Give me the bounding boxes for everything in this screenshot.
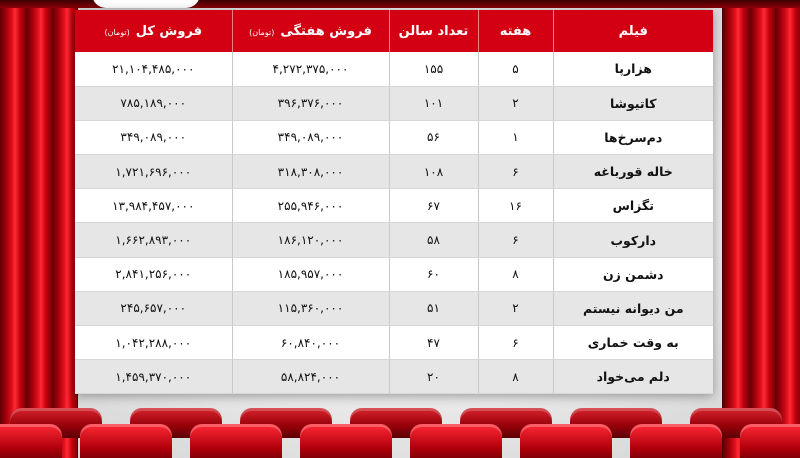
logo-badge: [92, 0, 200, 8]
cell-total-sales: ۳۴۹,۰۸۹,۰۰۰: [75, 120, 232, 154]
left-curtain: [0, 0, 78, 458]
header-total-sales: [75, 10, 232, 52]
seat: [520, 424, 612, 458]
table-row: [75, 326, 713, 360]
cell-halls: ۱۰۸: [389, 155, 478, 189]
header-week: هفته: [478, 10, 553, 52]
cell-halls: ۵۶: [389, 120, 478, 154]
right-curtain: [722, 0, 800, 458]
cell-film: دلم می‌خواد: [553, 360, 713, 394]
table-row: [75, 155, 713, 189]
cell-total-sales: ۱,۷۲۱,۶۹۶,۰۰۰: [75, 155, 232, 189]
header-weekly-sales-unit: (تومان): [249, 27, 275, 37]
seat: [630, 424, 722, 458]
box-office-table-card: [75, 10, 713, 394]
cell-weekly-sales: ۳۹۶,۳۷۶,۰۰۰: [232, 86, 389, 120]
cell-weekly-sales: ۳۴۹,۰۸۹,۰۰۰: [232, 120, 389, 154]
seat: [300, 424, 392, 458]
table-row: [75, 189, 713, 223]
seat: [410, 424, 502, 458]
cell-total-sales: ۷۸۵,۱۸۹,۰۰۰: [75, 86, 232, 120]
cell-halls: ۱۵۵: [389, 52, 478, 86]
cell-week: ۸: [478, 360, 553, 394]
cinema-seats: [0, 400, 800, 458]
cell-film: دشمن زن: [553, 257, 713, 291]
table-row: [75, 360, 713, 394]
cell-week: ۲: [478, 291, 553, 325]
cell-weekly-sales: ۳۱۸,۳۰۸,۰۰۰: [232, 155, 389, 189]
cell-film: کاتیوشا: [553, 86, 713, 120]
cell-total-sales: ۱,۴۵۹,۳۷۰,۰۰۰: [75, 360, 232, 394]
cell-weekly-sales: ۶۰,۸۴۰,۰۰۰: [232, 326, 389, 360]
cell-film: هزارپا: [553, 52, 713, 86]
cell-week: ۸: [478, 257, 553, 291]
table-row: [75, 291, 713, 325]
cell-film: تگزاس: [553, 189, 713, 223]
box-office-table: [75, 10, 713, 394]
cell-total-sales: ۲۱,۱۰۴,۴۸۵,۰۰۰: [75, 52, 232, 86]
cell-halls: ۵۸: [389, 223, 478, 257]
table-row: [75, 52, 713, 86]
table-row: [75, 120, 713, 154]
cell-total-sales: ۲۴۵,۶۵۷,۰۰۰: [75, 291, 232, 325]
header-film: فیلم: [553, 10, 713, 52]
cell-total-sales: ۱۳,۹۸۴,۴۵۷,۰۰۰: [75, 189, 232, 223]
cell-week: ۱: [478, 120, 553, 154]
table-row: [75, 223, 713, 257]
cell-film: دم‌سرخ‌ها: [553, 120, 713, 154]
cell-week: ۶: [478, 326, 553, 360]
seat: [0, 424, 62, 458]
cell-week: ۶: [478, 223, 553, 257]
cell-halls: ۲۰: [389, 360, 478, 394]
cell-film: دارکوب: [553, 223, 713, 257]
seat: [190, 424, 282, 458]
header-weekly-sales: [232, 10, 389, 52]
cell-week: ۲: [478, 86, 553, 120]
header-weekly-sales-label: فروش هفتگی: [280, 23, 372, 39]
seat: [740, 424, 800, 458]
cell-film: من دیوانه نیستم: [553, 291, 713, 325]
seat: [80, 424, 172, 458]
cell-weekly-sales: ۱۱۵,۳۶۰,۰۰۰: [232, 291, 389, 325]
table-header-row: [75, 10, 713, 52]
cell-week: ۶: [478, 155, 553, 189]
table-row: [75, 86, 713, 120]
header-total-sales-label: فروش کل: [135, 23, 202, 39]
cell-halls: ۶۰: [389, 257, 478, 291]
cell-halls: ۶۷: [389, 189, 478, 223]
cell-week: ۱۶: [478, 189, 553, 223]
cell-total-sales: ۲,۸۴۱,۲۵۶,۰۰۰: [75, 257, 232, 291]
cell-weekly-sales: ۴,۲۷۲,۳۷۵,۰۰۰: [232, 52, 389, 86]
cell-week: ۵: [478, 52, 553, 86]
cell-total-sales: ۱,۶۶۲,۸۹۳,۰۰۰: [75, 223, 232, 257]
cell-weekly-sales: ۱۸۵,۹۵۷,۰۰۰: [232, 257, 389, 291]
cell-weekly-sales: ۵۸,۸۲۴,۰۰۰: [232, 360, 389, 394]
cell-halls: ۱۰۱: [389, 86, 478, 120]
table-row: [75, 257, 713, 291]
header-total-sales-unit: (تومان): [104, 27, 130, 37]
header-halls: تعداد سالن: [389, 10, 478, 52]
cell-film: خاله قورباغه: [553, 155, 713, 189]
cell-halls: ۴۷: [389, 326, 478, 360]
cell-total-sales: ۱,۰۴۲,۲۸۸,۰۰۰: [75, 326, 232, 360]
cell-weekly-sales: ۲۵۵,۹۴۶,۰۰۰: [232, 189, 389, 223]
cell-weekly-sales: ۱۸۶,۱۲۰,۰۰۰: [232, 223, 389, 257]
cell-halls: ۵۱: [389, 291, 478, 325]
cell-film: به وقت خماری: [553, 326, 713, 360]
